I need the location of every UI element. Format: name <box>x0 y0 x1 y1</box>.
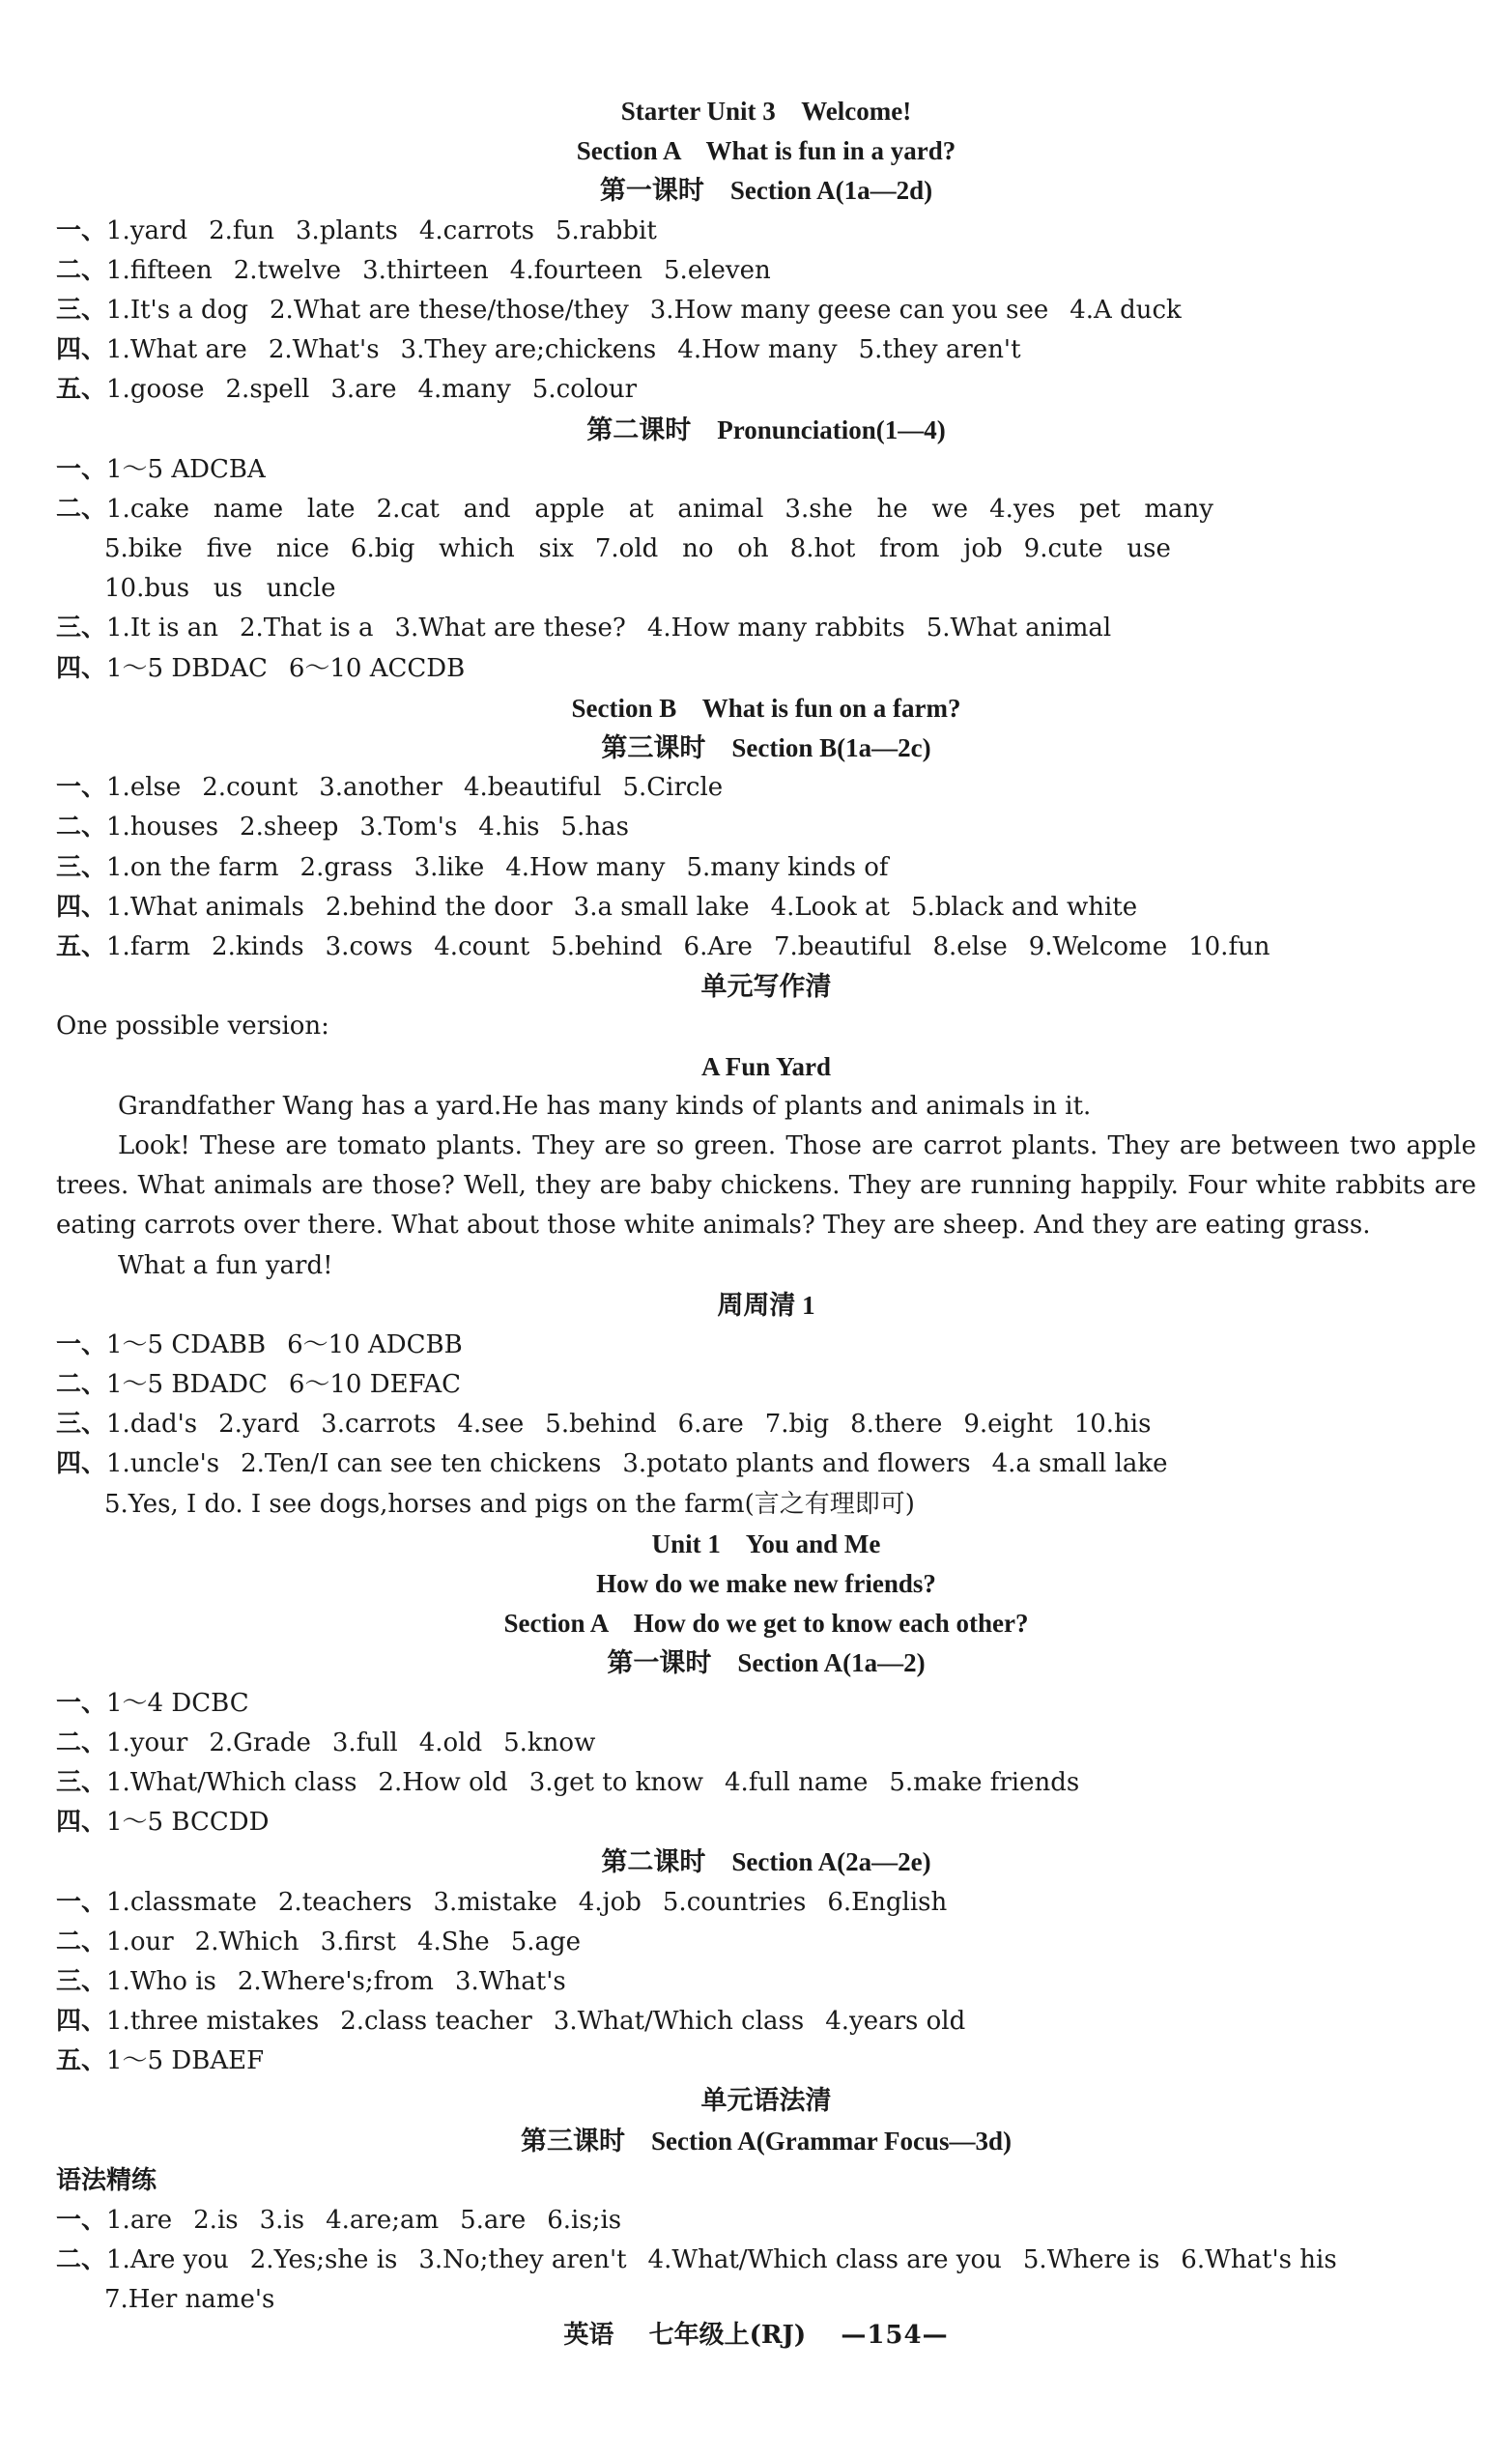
answer-item: 3.plants <box>296 215 398 245</box>
answer-item: 1～5 CDABB <box>106 1329 267 1359</box>
answer-item: 1.classmate <box>106 1887 257 1917</box>
section-heading: 单元写作清 <box>700 972 832 1002</box>
answer-item: 3.another <box>319 773 442 803</box>
essay-paragraph: What a fun yard! <box>118 1250 333 1280</box>
answer-line <box>56 529 1476 569</box>
answer-item: 1.on the farm <box>106 852 279 882</box>
answer-item: 1.yard <box>106 215 188 245</box>
answer-line <box>56 888 1476 928</box>
answer-line <box>56 2201 1476 2241</box>
answer-item: 6.Are <box>683 931 753 961</box>
section-heading: 周周清 1 <box>717 1290 815 1320</box>
answer-page <box>56 92 1476 2321</box>
answer-item: 5.behind <box>551 931 663 961</box>
answer-item: 3.Tom's <box>359 813 458 842</box>
answer-item: 4.many <box>417 375 511 405</box>
answer-item: 4.A duck <box>1070 295 1182 325</box>
answer-item: 3.No;they aren't <box>418 2245 627 2275</box>
section-heading: Section A How do we get to know each other? <box>503 1609 1029 1639</box>
answer-item: 1～4 DCBC <box>106 1688 249 1718</box>
footer-subject: 英语 <box>563 2321 614 2350</box>
answer-item: 2.Ten/I can see ten chickens <box>241 1449 602 1479</box>
answer-item: 4.are;am <box>326 2206 440 2236</box>
answer-item: 4.full name <box>725 1767 869 1797</box>
answer-item: 6.English <box>827 1887 948 1917</box>
question-number: 一、 <box>56 215 107 245</box>
answer-item: 9.cute use <box>1023 534 1171 564</box>
answer-item: 3.first <box>320 1927 396 1956</box>
question-number: 三、 <box>56 1410 107 1440</box>
answer-item: 5.black and white <box>910 892 1138 922</box>
answer-item: 2.grass <box>300 852 393 882</box>
answer-item: 1.It is an <box>106 614 218 643</box>
answer-line <box>56 291 1476 330</box>
answer-item: 4.fourteen <box>509 255 643 285</box>
answer-item: 4.his <box>478 813 540 842</box>
question-number: 五、 <box>56 931 107 961</box>
answer-item: 5.many kinds of <box>686 852 889 882</box>
answer-item: 1.houses <box>106 813 219 842</box>
answer-item: 1～5 BDADC <box>106 1370 268 1400</box>
answer-line <box>56 928 1476 967</box>
answer-item: 3.What's <box>454 1966 566 1996</box>
question-number: 二、 <box>56 2245 107 2275</box>
answer-item: 4.beautiful <box>463 773 602 803</box>
answer-item: 4.a small lake <box>991 1449 1168 1479</box>
question-number: 五、 <box>56 2046 107 2076</box>
question-number: 一、 <box>56 454 107 484</box>
section-heading: 第三课时 Section A(Grammar Focus—3d) <box>521 2126 1012 2156</box>
question-number: 四、 <box>56 892 107 922</box>
answer-item: 4.job <box>578 1887 642 1917</box>
answer-line <box>56 609 1476 648</box>
section-heading: 第一课时 Section A(1a—2d) <box>599 176 933 206</box>
answer-line <box>56 1485 1476 1525</box>
answer-item: 3.get to know <box>528 1767 704 1797</box>
answer-line <box>56 848 1476 888</box>
answer-item: 2.That is a <box>239 614 374 643</box>
answer-item: 4.count <box>434 931 530 961</box>
answer-item: 4.old <box>418 1728 483 1757</box>
answer-line <box>56 1962 1476 2002</box>
answer-item: 1.uncle's <box>106 1449 220 1479</box>
answer-line <box>56 1763 1476 1803</box>
answer-item: 3.What are these? <box>394 614 626 643</box>
answer-item: 9.Welcome <box>1028 931 1168 961</box>
answer-item: 2.count <box>202 773 299 803</box>
answer-item: 4.see <box>457 1410 525 1440</box>
answer-line <box>56 1724 1476 1763</box>
footer-grade: 七年级上(RJ) <box>648 2321 807 2350</box>
answer-item: 5.Yes, I do. I see dogs,horses and pigs on the farm(言之有理即可) <box>104 1489 915 1519</box>
question-number: 三、 <box>56 1767 107 1797</box>
answer-item: 10.fun <box>1188 931 1270 961</box>
answer-item: 2.Grade <box>209 1728 311 1757</box>
question-number: 四、 <box>56 2007 107 2037</box>
answer-item: 5.age <box>510 1927 582 1956</box>
answer-item: 8.else <box>932 931 1008 961</box>
answer-item: 5.Circle <box>622 773 724 803</box>
answer-item: 6.are <box>677 1410 744 1440</box>
answer-line <box>56 251 1476 291</box>
essay-paragraph: Grandfather Wang has a yard.He has many kinds of plants and animals in it. <box>118 1091 1092 1121</box>
answer-item: 2.sheep <box>240 813 339 842</box>
answer-line <box>56 1444 1476 1484</box>
section-heading: 第一课时 Section A(1a—2) <box>607 1648 926 1678</box>
answer-item: 2.class teacher <box>340 2007 532 2037</box>
answer-line <box>56 2002 1476 2042</box>
answer-item: 1.cake name late <box>106 494 356 524</box>
footer-page-number: —154— <box>841 2321 949 2350</box>
answer-item: 5.Where is <box>1022 2245 1160 2275</box>
answer-item: 2.spell <box>225 375 310 405</box>
essay-paragraph: Look! These are tomato plants. They are so green. Those are carrot plants. They are between two apple trees. What animals are those? Well, they are baby chickens. They are running happily. Four white rabbits are eating carrots over there. What about those white animals? They are sheep. And they are eating grass. <box>56 1130 1476 1241</box>
answer-item: 4.How many rabbits <box>646 614 905 643</box>
answer-item: 5.colour <box>531 375 638 405</box>
answer-item: 3.a small lake <box>573 892 750 922</box>
answer-item: 1.It's a dog <box>106 295 249 325</box>
answer-line <box>56 490 1476 529</box>
answer-item: 5.they aren't <box>858 335 1021 365</box>
answer-item: 2.What's <box>268 335 380 365</box>
answer-item: 8.hot from job <box>789 534 1003 564</box>
answer-item: 3.she he we <box>785 494 969 524</box>
answer-line <box>56 1326 1476 1365</box>
answer-item: 1.three mistakes <box>106 2007 320 2037</box>
answer-line <box>56 1883 1476 1923</box>
section-heading: 第二课时 Section A(2a—2e) <box>601 1847 931 1877</box>
answer-item: 1.What/Which class <box>106 1767 357 1797</box>
answer-item: 2.cat and apple at animal <box>376 494 764 524</box>
answer-item: 1.dad's <box>106 1410 198 1440</box>
answer-item: 4.How many <box>677 335 838 365</box>
answer-item: 10.bus us uncle <box>104 574 336 604</box>
answer-item: 2.fun <box>209 215 275 245</box>
answer-item: 5.behind <box>545 1410 657 1440</box>
question-number: 一、 <box>56 773 107 803</box>
answer-item: 3.are <box>330 375 397 405</box>
question-number: 四、 <box>56 335 107 365</box>
answer-item: 5.eleven <box>664 255 771 285</box>
answer-line <box>56 450 1476 490</box>
answer-item: 5.What animal <box>926 614 1112 643</box>
question-number: 三、 <box>56 614 107 643</box>
answer-item: 6.is;is <box>547 2206 622 2236</box>
plain-line: One possible version: <box>56 1012 329 1042</box>
question-number: 二、 <box>56 1728 107 1757</box>
section-heading: How do we make new friends? <box>596 1569 936 1599</box>
question-number: 一、 <box>56 2206 107 2236</box>
answer-item: 4.yes pet many <box>989 494 1213 524</box>
answer-item: 1.are <box>106 2206 173 2236</box>
answer-item: 1.farm <box>106 931 191 961</box>
question-number: 一、 <box>56 1688 107 1718</box>
answer-item: 6～10 DEFAC <box>288 1370 462 1400</box>
answer-line <box>56 2042 1476 2081</box>
page-footer <box>0 2315 1512 2351</box>
answer-item: 2.Yes;she is <box>249 2245 398 2275</box>
question-number: 二、 <box>56 494 107 524</box>
answer-line <box>56 649 1476 689</box>
answer-item: 5.make friends <box>889 1767 1080 1797</box>
answer-item: 3.carrots <box>321 1410 437 1440</box>
answer-item: 7.Her name's <box>104 2285 275 2315</box>
question-number: 五、 <box>56 375 107 405</box>
answer-line <box>56 1923 1476 1962</box>
answer-item: 6～10 ACCDB <box>288 653 466 683</box>
answer-line <box>56 330 1476 370</box>
answer-line <box>56 212 1476 251</box>
answer-item: 1～5 DBDAC <box>106 653 268 683</box>
answer-line <box>56 569 1476 609</box>
answer-item: 1.our <box>106 1927 174 1956</box>
answer-item: 3.mistake <box>433 1887 557 1917</box>
answer-item: 2.What are these/those/they <box>270 295 629 325</box>
answer-line <box>56 768 1476 808</box>
answer-line <box>56 370 1476 410</box>
answer-line <box>56 1405 1476 1444</box>
answer-item: 1～5 ADCBA <box>106 454 266 484</box>
answer-item: 7.big <box>764 1410 830 1440</box>
answer-item: 1.goose <box>106 375 205 405</box>
answer-item: 3.What/Which class <box>553 2007 805 2037</box>
answer-item: 5.know <box>503 1728 596 1757</box>
answer-item: 8.there <box>850 1410 943 1440</box>
section-heading: 第二课时 Pronunciation(1—4) <box>586 414 946 444</box>
answer-item: 3.They are;chickens <box>400 335 657 365</box>
answer-line <box>56 2241 1476 2280</box>
answer-item: 7.old no oh <box>594 534 769 564</box>
answer-item: 1.Are you <box>106 2245 229 2275</box>
answer-item: 2.is <box>193 2206 239 2236</box>
question-number: 二、 <box>56 813 107 842</box>
question-number: 四、 <box>56 1808 107 1838</box>
answer-item: 2.yard <box>218 1410 300 1440</box>
question-number: 二、 <box>56 255 107 285</box>
answer-item: 3.is <box>259 2206 305 2236</box>
answer-item: 1～5 BCCDD <box>106 1808 270 1838</box>
answer-item: 5.are <box>460 2206 527 2236</box>
question-number: 三、 <box>56 1966 107 1996</box>
section-heading: Section A What is fun in a yard? <box>576 136 956 166</box>
answer-line <box>56 1803 1476 1842</box>
answer-item: 6～10 ADCBB <box>287 1329 463 1359</box>
question-number: 三、 <box>56 852 107 882</box>
section-heading: 单元语法清 <box>700 2086 832 2116</box>
section-heading: Unit 1 You and Me <box>651 1528 881 1558</box>
answer-item: 4.What/Which class are you <box>647 2245 1002 2275</box>
answer-item: 3.cows <box>325 931 414 961</box>
question-number: 二、 <box>56 1927 107 1956</box>
answer-item: 1.your <box>106 1728 188 1757</box>
answer-item: 2.twelve <box>233 255 342 285</box>
answer-item: 4.How many <box>505 852 666 882</box>
answer-item: 1～5 DBAEF <box>106 2046 265 2076</box>
question-number: 一、 <box>56 1329 107 1359</box>
answer-item: 9.eight <box>963 1410 1053 1440</box>
answer-item: 2.Which <box>194 1927 300 1956</box>
question-number: 一、 <box>56 1887 107 1917</box>
answer-item: 4.carrots <box>418 215 534 245</box>
answer-item: 5.bike five nice <box>104 534 329 564</box>
answer-item: 3.How many geese can you see <box>649 295 1049 325</box>
answer-item: 5.has <box>560 813 629 842</box>
answer-item: 7.beautiful <box>773 931 912 961</box>
answer-item: 6.big which six <box>350 534 574 564</box>
answer-item: 1.Who is <box>106 1966 216 1996</box>
answer-line <box>56 1684 1476 1724</box>
question-number: 二、 <box>56 1370 107 1400</box>
answer-item: 6.What's his <box>1181 2245 1337 2275</box>
section-heading: Starter Unit 3 Welcome! <box>620 97 912 126</box>
section-heading: 第三课时 Section B(1a—2c) <box>601 733 931 762</box>
answer-item: 10.his <box>1073 1410 1152 1440</box>
question-number: 三、 <box>56 295 107 325</box>
answer-item: 4.Look at <box>770 892 890 922</box>
answer-item: 3.like <box>414 852 485 882</box>
answer-item: 2.Where's;from <box>237 1966 434 1996</box>
answer-item: 1.else <box>106 773 182 803</box>
answer-item: 2.kinds <box>212 931 304 961</box>
answer-item: 3.thirteen <box>362 255 489 285</box>
answer-item: 2.teachers <box>277 1887 413 1917</box>
answer-item: 4.years old <box>825 2007 966 2037</box>
section-heading: Section B What is fun on a farm? <box>571 693 961 723</box>
answer-item: 3.potato plants and flowers <box>622 1449 971 1479</box>
answer-item: 2.How old <box>378 1767 508 1797</box>
answer-item: 5.countries <box>662 1887 807 1917</box>
answer-item: 4.She <box>416 1927 490 1956</box>
answer-item: 2.behind the door <box>325 892 553 922</box>
answer-item: 3.full <box>331 1728 398 1757</box>
answer-line <box>56 808 1476 847</box>
answer-item: 1.What animals <box>106 892 304 922</box>
question-number: 四、 <box>56 653 107 683</box>
answer-item: 1.fifteen <box>106 255 213 285</box>
question-number: 四、 <box>56 1449 107 1479</box>
section-heading: A Fun Yard <box>700 1051 832 1081</box>
answer-line <box>56 1365 1476 1405</box>
answer-item: 1.What are <box>106 335 247 365</box>
sub-heading: 语法精练 <box>56 2165 157 2195</box>
answer-item: 5.rabbit <box>556 215 657 245</box>
